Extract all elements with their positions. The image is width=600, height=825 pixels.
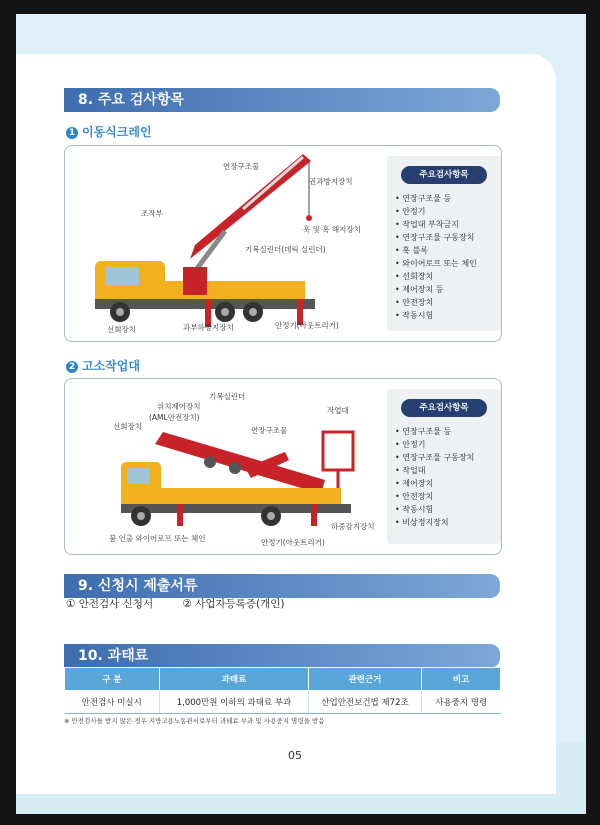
footnote: ※ 안전검사를 받지 않은 경우 지방고용노동관서로부터 과태료 부과 및 사용중지 명령을 받음 [64, 717, 325, 725]
list-item: • 연장구조물 등 [395, 425, 474, 438]
crane-items-title: 주요검사항목 [401, 166, 487, 184]
section-9-title: 9. 신청시 제출서류 [64, 574, 500, 598]
label-wire: 붐 인출 와이어로프 또는 체인 [109, 534, 206, 543]
label-slewing: 선회장치 [113, 422, 142, 431]
aerial-heading [66, 357, 140, 374]
list-item: • 작동시험 [395, 503, 474, 516]
required-documents [66, 596, 311, 611]
table-header-row [65, 668, 501, 691]
list-item: • 안정기 [395, 205, 477, 218]
aerial-items-box [387, 389, 501, 544]
table-cell: 안전검사 미실시 [65, 691, 160, 714]
list-item: • 연장구조물 구동장치 [395, 231, 477, 244]
crane-heading-text: 이동식크레인 [82, 125, 152, 139]
label-boom: 연장구조물 [223, 162, 260, 171]
column-header: 관련근거 [309, 668, 422, 691]
label-cab: 조작부 [141, 209, 163, 218]
page-number: 05 [277, 748, 313, 764]
label-slewing: 선회장치 [107, 325, 136, 334]
aerial-items-title: 주요검사항목 [401, 399, 487, 417]
label-load: 하중감지장치 [331, 522, 375, 531]
aerial-items-list [395, 425, 474, 529]
crane-items-box [387, 156, 501, 331]
label-outrigger: 안정기(아웃트리거) [261, 538, 325, 547]
table-cell: 1,000만원 이하의 과태료 부과 [160, 691, 309, 714]
number-badge: 1 [66, 127, 78, 139]
list-item: • 작동시험 [395, 309, 477, 322]
list-item: • 와이어로프 또는 체인 [395, 257, 477, 270]
list-item: • 훅 블록 [395, 244, 477, 257]
list-item: • 제어장치 [395, 477, 474, 490]
list-item: • 연장구조물 등 [395, 192, 477, 205]
label-overload: 과부하방지장치 [183, 323, 234, 332]
number-badge: 2 [66, 361, 78, 373]
fine-table [64, 667, 501, 714]
list-item: • 안정기 [395, 438, 474, 451]
crane-panel [64, 145, 502, 342]
list-item: • 선회장치 [395, 270, 477, 283]
table-cell: 사용중지 명령 [422, 691, 501, 714]
list-item: • 연장구조물 구동장치 [395, 451, 474, 464]
label-position: 위치제어장치 [157, 402, 201, 411]
list-item: • 비상정지장치 [395, 516, 474, 529]
table-row [65, 691, 501, 714]
list-item: • 작업대 [395, 464, 474, 477]
aerial-boom [155, 432, 325, 494]
column-header: 구 분 [65, 668, 160, 691]
label-outrigger: 안정기(아웃트리거) [275, 321, 339, 330]
list-item: • 안전장치 [395, 490, 474, 503]
section-8-title: 8. 주요 검사항목 [64, 88, 500, 112]
document-item: ② 사업자등록증(개인) [182, 598, 285, 610]
list-item: • 제어장치 등 [395, 283, 477, 296]
list-item: • 작업대 부착금지 [395, 218, 477, 231]
label-aml: (AML안전장치) [149, 413, 200, 422]
table-cell: 산업안전보건법 제72조 [309, 691, 422, 714]
crane-items-list [395, 192, 477, 322]
aerial-heading-text: 고소작업대 [82, 359, 140, 373]
crane-heading [66, 123, 152, 140]
section-10-title: 10. 과태료 [64, 644, 500, 668]
label-cylinder: 기복실린더(데릭 실린더) [245, 245, 326, 254]
document-item: ① 안전검사 신청서 [66, 598, 154, 610]
list-item: • 안전장치 [395, 296, 477, 309]
label-cylinder: 기복실린더 [209, 392, 246, 401]
aerial-panel [64, 378, 502, 555]
label-boom: 연장구조물 [251, 426, 288, 435]
column-header: 과태료 [160, 668, 309, 691]
label-overwind: 권과방지장치 [309, 177, 353, 186]
label-hook: 훅 및 훅 해지장치 [303, 225, 361, 234]
column-header: 비고 [422, 668, 501, 691]
label-platform: 작업대 [327, 406, 349, 415]
